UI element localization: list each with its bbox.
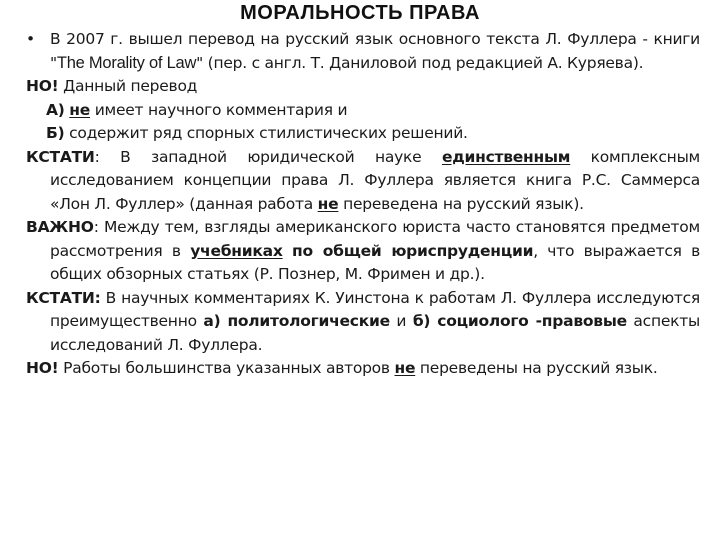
slide-title: МОРАЛЬНОСТЬ ПРАВА: [240, 2, 480, 24]
paragraph-text: В научных комментариях К. Уинстона к работам Л. Фуллера исследуются преимущественно: [50, 288, 700, 330]
paragraph-text: и: [389, 312, 413, 330]
emphasis-ne: не: [317, 194, 339, 213]
paragraph-text: " (пер. с англ. Т. Даниловой под редакцией А. Куряева).: [196, 53, 644, 72]
paragraph-text: переведена на русский язык).: [338, 194, 584, 213]
emphasis-political: а) политологические: [203, 312, 390, 330]
paragraph-kstati-winston: [26, 287, 700, 358]
paragraph-text: переведены на русский язык.: [415, 359, 658, 377]
emphasis-general-jurisprudence: по общей юриспруденции: [292, 241, 534, 260]
emphasis-single: единственным: [441, 147, 571, 166]
label-vazhno: ВАЖНО: [26, 218, 94, 236]
label-kstati: КСТАТИ: [26, 147, 95, 166]
paragraph-text: аспекты исследований Л. Фуллера.: [50, 312, 700, 354]
paragraph-text: , что выражается в общих обзорных статьях (Р. Познер, М. Фримен и др.).: [50, 241, 700, 283]
paragraph-vazhno: [26, 216, 700, 287]
paragraph-text: имеет научного комментария и: [90, 100, 348, 119]
list-item-b: [26, 122, 700, 146]
list-item-a: [26, 99, 700, 123]
label-no: НО!: [26, 77, 59, 95]
bullet-icon: •: [26, 30, 35, 48]
paragraph-no-final: [26, 357, 700, 381]
label-no: НО!: [26, 359, 59, 377]
list-marker-b: Б): [46, 124, 65, 142]
paragraph-translation-2007: [26, 28, 700, 75]
emphasis-ne: не: [69, 100, 91, 119]
paragraph-text: Данный перевод: [58, 77, 198, 95]
paragraph-text: Работы большинства указанных авторов: [58, 359, 395, 377]
paragraph-kstati-summers: [26, 146, 700, 217]
slide-body: [26, 28, 700, 381]
paragraph-text: [283, 242, 292, 260]
label-kstati: КСТАТИ:: [26, 288, 101, 307]
emphasis-socio-legal: б) социолого -правовые: [412, 312, 627, 330]
paragraph-text: комплексным исследованием концепции права Л. Фуллера является книга Р.С. Саммерса «Лон Л. Фуллер» (данная работа: [50, 147, 700, 213]
paragraph-text: : В западной юридической науке: [94, 147, 442, 166]
book-title: The Morality of Law: [56, 53, 197, 72]
emphasis-textbooks: учебниках: [190, 241, 283, 260]
paragraph-text: В 2007 г. вышел перевод на русский язык основного текста Л. Фуллера - книги ": [50, 30, 700, 72]
emphasis-ne: не: [394, 359, 416, 377]
list-marker-a: А): [46, 100, 65, 119]
paragraph-text: содержит ряд спорных стилистических решений.: [64, 124, 468, 142]
paragraph-however: [26, 75, 700, 99]
paragraph-text: : Между тем, взгляды американского юриста часто становятся предметом рассмотрения в: [50, 218, 700, 260]
